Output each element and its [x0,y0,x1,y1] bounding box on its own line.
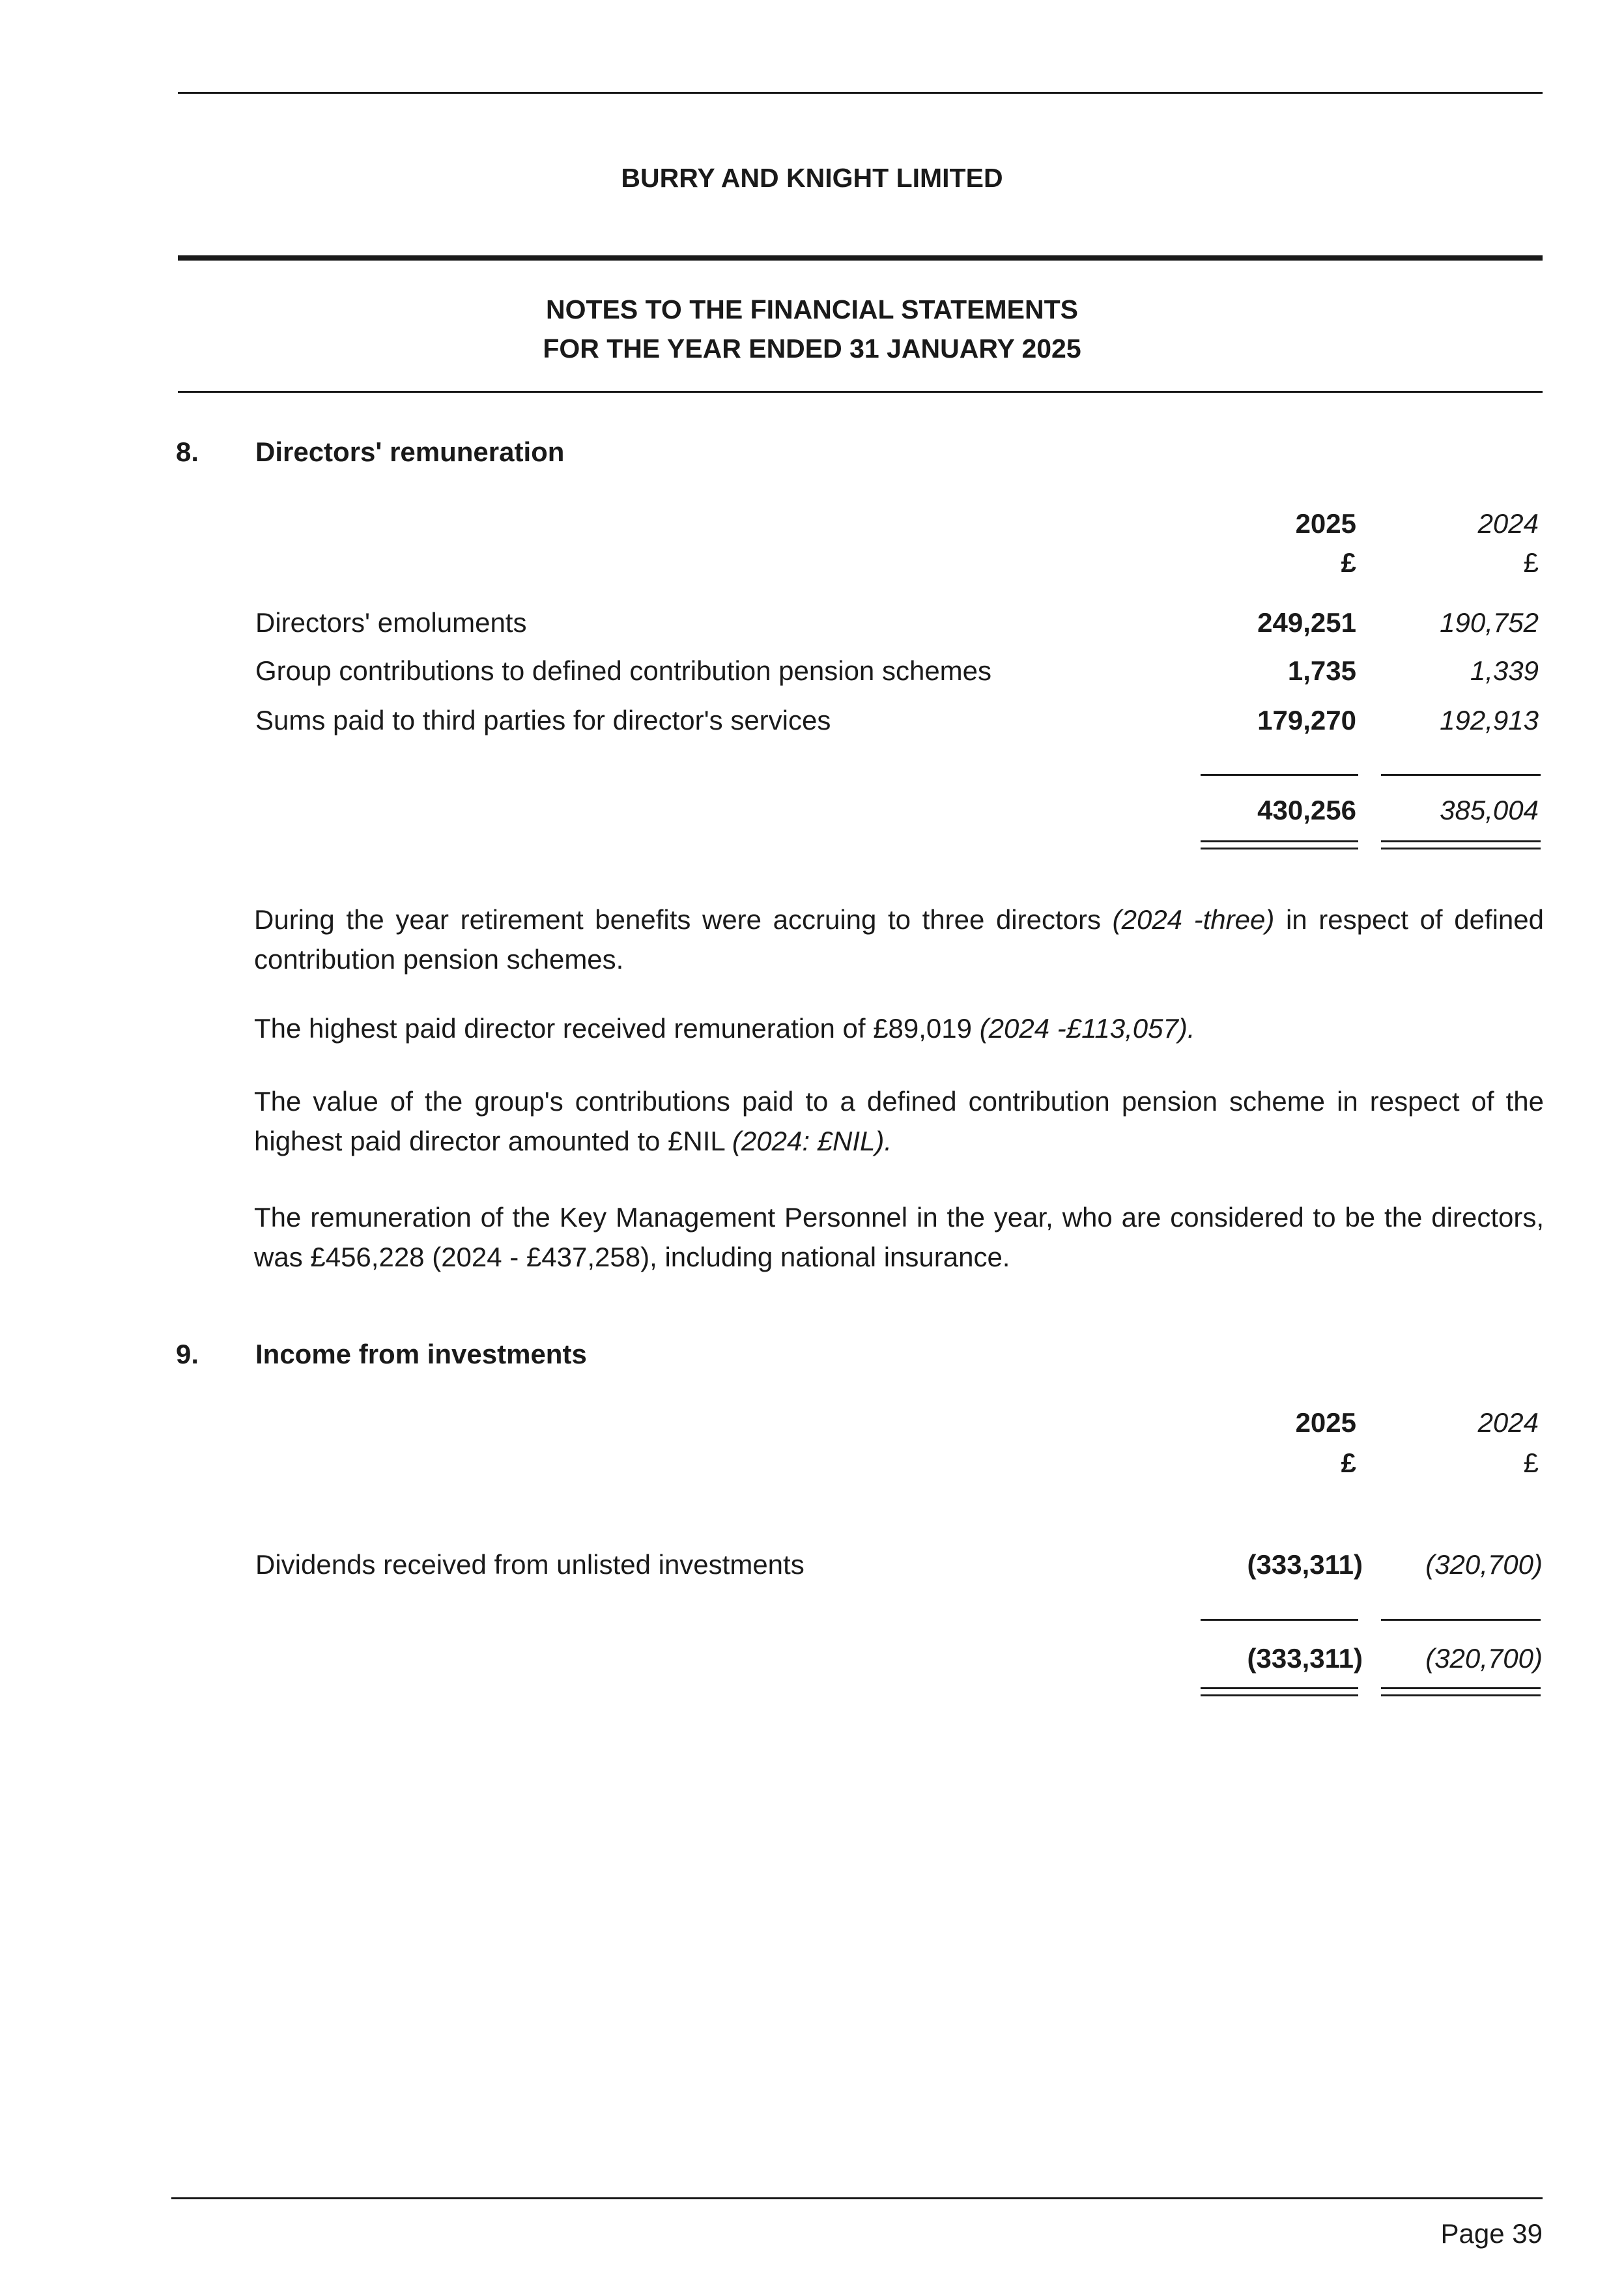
note9-currency-prior: £ [1523,1448,1539,1478]
note8-subtotal-rule-current [1201,774,1358,776]
note9-row-label: Dividends received from unlisted investments [255,1549,805,1580]
note9-total-double-rule-prior [1381,1687,1541,1696]
note8-paragraph-key-management: The remuneration of the Key Management Personnel in the year, who are considered to be the directors, was £456,228 (2024 - £437,258), including national insurance. [254,1202,1544,1272]
note9-subtotal-rule-current [1201,1619,1358,1621]
page-number: Page 39 [1440,2218,1543,2249]
note8-total-double-rule-current [1201,840,1358,849]
note8-col-current: 2025 [1295,508,1356,539]
note8-row-current: 249,251 [1257,607,1356,638]
note8-paragraph-highest-paid: The highest paid director received remuneration of £89,019 (2024 -£113,057). [254,1013,1195,1044]
note9-row-current: (333,311) [1247,1549,1363,1580]
note8-title: Directors' remuneration [255,436,565,467]
note9-col-current: 2025 [1295,1407,1356,1438]
note9-title: Income from investments [255,1339,587,1369]
note8-row-prior: 192,913 [1440,705,1539,735]
note8-total-current: 430,256 [1257,795,1356,825]
note8-row-prior: 190,752 [1440,607,1539,638]
top-rule [178,92,1543,94]
header-bottom-rule [178,391,1543,393]
note8-subtotal-rule-prior [1381,774,1541,776]
footer-rule [171,2197,1543,2199]
company-name: BURRY AND KNIGHT LIMITED [621,163,1003,193]
note9-number: 9. [176,1339,199,1369]
note9-total-double-rule-current [1201,1687,1358,1696]
note9-total-current: (333,311) [1247,1643,1363,1674]
note8-row-prior: 1,339 [1470,655,1539,686]
note9-subtotal-rule-prior [1381,1619,1541,1621]
note8-currency-current: £ [1341,547,1356,578]
period-title: FOR THE YEAR ENDED 31 JANUARY 2025 [543,334,1081,364]
note9-total-prior: (320,700) [1425,1643,1543,1674]
note9-row-prior: (320,700) [1425,1549,1543,1580]
note8-row-label: Group contributions to defined contribution pension schemes [255,655,992,686]
note8-number: 8. [176,436,199,467]
note8-total-double-rule-prior [1381,840,1541,849]
note8-row-label: Sums paid to third parties for director's services [255,705,831,735]
note8-currency-prior: £ [1523,547,1539,578]
header-thick-rule [178,255,1543,261]
notes-title: NOTES TO THE FINANCIAL STATEMENTS [546,294,1078,324]
note9-col-prior: 2024 [1477,1407,1539,1438]
note8-row-current: 179,270 [1257,705,1356,735]
note8-col-prior: 2024 [1477,508,1539,539]
note8-row-current: 1,735 [1287,655,1356,686]
note9-currency-current: £ [1341,1448,1356,1478]
note8-paragraph-pension: The value of the group's contributions paid to a defined contribution pension scheme in respect of the highest paid director amounted to £NIL (2024: £NIL). [254,1086,1544,1156]
note8-row-label: Directors' emoluments [255,607,527,638]
note8-total-prior: 385,004 [1440,795,1539,825]
note8-paragraph-retirement: During the year retirement benefits were accruing to three directors (2024 -three) in respect of defined contribution pension schemes. [254,904,1544,975]
